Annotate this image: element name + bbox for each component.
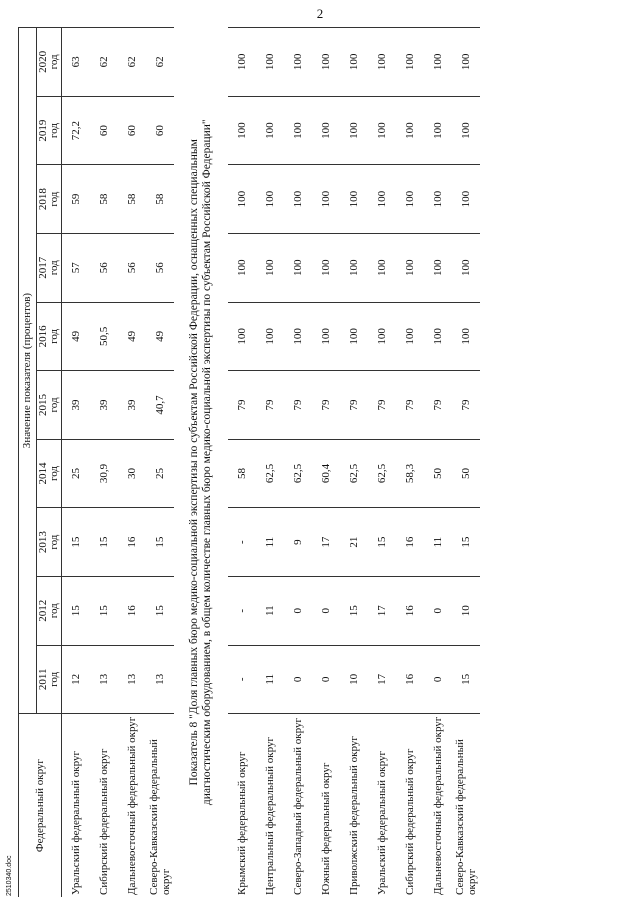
value-cell: 15 — [62, 576, 91, 645]
value-cell: 100 — [368, 96, 396, 165]
value-cell: 100 — [340, 233, 368, 302]
value-cell: 100 — [340, 165, 368, 234]
header-year — [37, 165, 62, 234]
value-cell: 21 — [340, 508, 368, 577]
header-year-unit: год — [48, 123, 60, 139]
page-number: 2 — [316, 6, 324, 21]
value-cell: 11 — [256, 508, 284, 577]
value-cell: 100 — [424, 233, 452, 302]
value-cell: 100 — [396, 96, 424, 165]
district-name: Уральский федеральный округ — [70, 750, 82, 895]
header-year-unit: год — [48, 54, 60, 70]
value-cell: 100 — [312, 96, 340, 165]
value-cell: 63 — [62, 28, 91, 97]
value-cell: 13 — [118, 645, 146, 714]
value-cell: 100 — [256, 233, 284, 302]
header-year — [37, 576, 62, 645]
value-cell: 58 — [90, 165, 118, 234]
value-cell: 79 — [284, 371, 312, 440]
value-cell: 15 — [146, 508, 174, 577]
header-year-number: 2020 — [37, 50, 49, 73]
value-cell: 79 — [228, 371, 256, 440]
value-cell: 58 — [146, 165, 174, 234]
value-cell: 79 — [368, 371, 396, 440]
value-cell: 62,5 — [340, 439, 368, 508]
table-row — [396, 28, 424, 898]
value-cell: 79 — [424, 371, 452, 440]
value-cell: 100 — [452, 302, 480, 371]
header-year-unit: год — [48, 671, 60, 687]
value-cell: 79 — [452, 371, 480, 440]
value-cell: 0 — [424, 576, 452, 645]
value-cell: 100 — [368, 165, 396, 234]
value-cell: 79 — [312, 371, 340, 440]
header-year-unit: год — [48, 191, 60, 207]
value-cell: 100 — [452, 96, 480, 165]
value-cell: 100 — [452, 165, 480, 234]
indicator-title-line: диагностическим оборудованием, в общем количестве главных бюро медико-социальной экспертизы по субъектам Российской Федерации" — [201, 119, 213, 806]
header-year-number: 2012 — [37, 599, 49, 622]
value-cell: 49 — [118, 302, 146, 371]
value-cell: 50 — [452, 439, 480, 508]
value-cell: - — [228, 645, 256, 714]
header-year — [37, 302, 62, 371]
table-row — [118, 28, 146, 898]
table-row — [62, 28, 91, 898]
district-name: Дальневосточный федеральный округ — [126, 716, 138, 895]
table-body — [19, 28, 481, 898]
value-cell: 100 — [312, 28, 340, 97]
header-year-number: 2018 — [37, 188, 49, 211]
value-cell: 0 — [312, 576, 340, 645]
value-cell: 16 — [396, 508, 424, 577]
indicator-title — [174, 28, 228, 898]
indicator-row — [174, 28, 228, 898]
value-cell: 49 — [62, 302, 91, 371]
value-cell: 100 — [452, 28, 480, 97]
value-cell: 15 — [340, 576, 368, 645]
value-cell: 100 — [284, 165, 312, 234]
value-cell: 0 — [424, 645, 452, 714]
value-cell: 11 — [256, 645, 284, 714]
district-name: Крымский федеральный округ — [236, 751, 248, 895]
value-cell: 100 — [256, 28, 284, 97]
header-value-group: Значение показателя (процентов) — [19, 28, 37, 714]
indicator-table — [18, 27, 480, 897]
header-year-number: 2013 — [37, 531, 49, 554]
rotated-document — [18, 27, 630, 897]
value-cell: 0 — [284, 576, 312, 645]
value-cell: 15 — [90, 576, 118, 645]
value-cell: 100 — [424, 96, 452, 165]
value-cell: 15 — [90, 508, 118, 577]
value-cell: 79 — [256, 371, 284, 440]
header-row-group — [19, 28, 37, 898]
value-cell: 39 — [90, 371, 118, 440]
header-year-number: 2014 — [37, 462, 49, 485]
district-name: Сибирский федеральный округ — [98, 748, 110, 895]
value-cell: 100 — [368, 233, 396, 302]
value-cell: 16 — [118, 576, 146, 645]
value-cell: 30,9 — [90, 439, 118, 508]
value-cell: - — [228, 508, 256, 577]
value-cell: 100 — [228, 302, 256, 371]
header-year — [37, 439, 62, 508]
value-cell: 100 — [396, 28, 424, 97]
value-cell: 100 — [228, 28, 256, 97]
value-cell: 39 — [118, 371, 146, 440]
value-cell: 13 — [90, 645, 118, 714]
value-cell: 0 — [312, 645, 340, 714]
district-name: Центральный федеральный округ — [264, 736, 276, 895]
district-name: Приволжский федеральный округ — [348, 736, 360, 895]
value-cell: 60 — [90, 96, 118, 165]
value-cell: 17 — [312, 508, 340, 577]
footer-file-code — [6, 806, 18, 896]
value-cell: 58 — [228, 439, 256, 508]
footer-file-code-text: 2510340.doc — [6, 855, 13, 896]
value-cell: 15 — [146, 576, 174, 645]
table-row — [90, 28, 118, 898]
value-cell: 100 — [396, 233, 424, 302]
value-cell: 100 — [228, 165, 256, 234]
header-year-number: 2019 — [37, 119, 49, 142]
value-cell: 100 — [312, 165, 340, 234]
value-cell: 10 — [452, 576, 480, 645]
value-cell: 100 — [340, 302, 368, 371]
header-year-number: 2017 — [37, 256, 49, 279]
value-cell: 0 — [284, 645, 312, 714]
district-name: Северо-Кавказский федеральный округ — [148, 739, 172, 895]
value-cell: 11 — [256, 576, 284, 645]
value-cell: 100 — [284, 302, 312, 371]
value-cell: 100 — [340, 96, 368, 165]
value-cell: 100 — [256, 302, 284, 371]
value-cell: 58,3 — [396, 439, 424, 508]
value-cell: 50,5 — [90, 302, 118, 371]
district-name: Северо-Кавказский федеральный округ — [454, 739, 478, 895]
table-row — [340, 28, 368, 898]
header-district: Федеральный округ — [19, 714, 62, 897]
district-name: Уральский федеральный округ — [376, 750, 388, 895]
value-cell: 56 — [90, 233, 118, 302]
header-year-number: 2011 — [37, 668, 49, 691]
value-cell: 16 — [396, 645, 424, 714]
value-cell: 72,2 — [62, 96, 91, 165]
district-name: Дальневосточный федеральный округ — [432, 716, 444, 895]
value-cell: 79 — [340, 371, 368, 440]
value-cell: 100 — [256, 165, 284, 234]
table-row — [368, 28, 396, 898]
value-cell: 100 — [424, 302, 452, 371]
value-cell: 100 — [452, 233, 480, 302]
value-cell: 62,5 — [284, 439, 312, 508]
value-cell: 100 — [284, 233, 312, 302]
value-cell: 59 — [62, 165, 91, 234]
header-year — [37, 28, 62, 97]
value-cell: 100 — [228, 233, 256, 302]
table-row — [312, 28, 340, 898]
header-year — [37, 371, 62, 440]
header-year — [37, 96, 62, 165]
header-year-unit: год — [48, 328, 60, 344]
value-cell: 60 — [118, 96, 146, 165]
value-cell: 15 — [452, 508, 480, 577]
value-cell: 100 — [312, 302, 340, 371]
value-cell: 62 — [118, 28, 146, 97]
value-cell: 100 — [368, 28, 396, 97]
table-row — [424, 28, 452, 898]
value-cell: 9 — [284, 508, 312, 577]
table-row — [284, 28, 312, 898]
value-cell: 100 — [284, 96, 312, 165]
header-year — [37, 508, 62, 577]
value-cell: 25 — [146, 439, 174, 508]
table-row — [452, 28, 480, 898]
value-cell: 60 — [146, 96, 174, 165]
header-year-number: 2015 — [37, 393, 49, 416]
value-cell: 100 — [256, 96, 284, 165]
header-year — [37, 233, 62, 302]
value-cell: 100 — [396, 165, 424, 234]
value-cell: 100 — [284, 28, 312, 97]
header-year — [37, 645, 62, 714]
value-cell: 79 — [396, 371, 424, 440]
indicator-title-line: Показатель 8 "Доля главных бюро медико-социальной экспертизы по субъектам Российской Федерации, оснащенных специальным — [188, 139, 200, 786]
value-cell: 56 — [146, 233, 174, 302]
value-cell: 62 — [146, 28, 174, 97]
value-cell: 13 — [146, 645, 174, 714]
value-cell: 25 — [62, 439, 91, 508]
value-cell: 60,4 — [312, 439, 340, 508]
value-cell: 100 — [424, 165, 452, 234]
value-cell: 100 — [312, 233, 340, 302]
header-year-unit: год — [48, 466, 60, 482]
value-cell: 100 — [396, 302, 424, 371]
value-cell: 100 — [340, 28, 368, 97]
value-cell: 100 — [228, 96, 256, 165]
value-cell: 16 — [396, 576, 424, 645]
value-cell: 15 — [368, 508, 396, 577]
header-year-unit: год — [48, 534, 60, 550]
value-cell: 57 — [62, 233, 91, 302]
value-cell: 62 — [90, 28, 118, 97]
header-year-number: 2016 — [37, 325, 49, 348]
value-cell: 62,5 — [256, 439, 284, 508]
value-cell: - — [228, 576, 256, 645]
value-cell: 15 — [62, 508, 91, 577]
value-cell: 58 — [118, 165, 146, 234]
value-cell: 10 — [340, 645, 368, 714]
value-cell: 100 — [424, 28, 452, 97]
value-cell: 50 — [424, 439, 452, 508]
district-name: Южный федеральный округ — [320, 762, 332, 895]
value-cell: 17 — [368, 576, 396, 645]
value-cell: 17 — [368, 645, 396, 714]
value-cell: 16 — [118, 508, 146, 577]
district-name: Северо-Западный федеральный округ — [292, 717, 304, 895]
table-row — [228, 28, 256, 898]
table-row — [256, 28, 284, 898]
value-cell: 49 — [146, 302, 174, 371]
table-row — [146, 28, 174, 898]
value-cell: 62,5 — [368, 439, 396, 508]
value-cell: 56 — [118, 233, 146, 302]
value-cell: 15 — [452, 645, 480, 714]
value-cell: 39 — [62, 371, 91, 440]
value-cell: 100 — [368, 302, 396, 371]
value-cell: 12 — [62, 645, 91, 714]
value-cell: 11 — [424, 508, 452, 577]
header-year-unit: год — [48, 260, 60, 276]
header-year-unit: год — [48, 397, 60, 413]
value-cell: 30 — [118, 439, 146, 508]
header-year-unit: год — [48, 603, 60, 619]
value-cell: 40,7 — [146, 371, 174, 440]
district-name: Сибирский федеральный округ — [404, 748, 416, 895]
